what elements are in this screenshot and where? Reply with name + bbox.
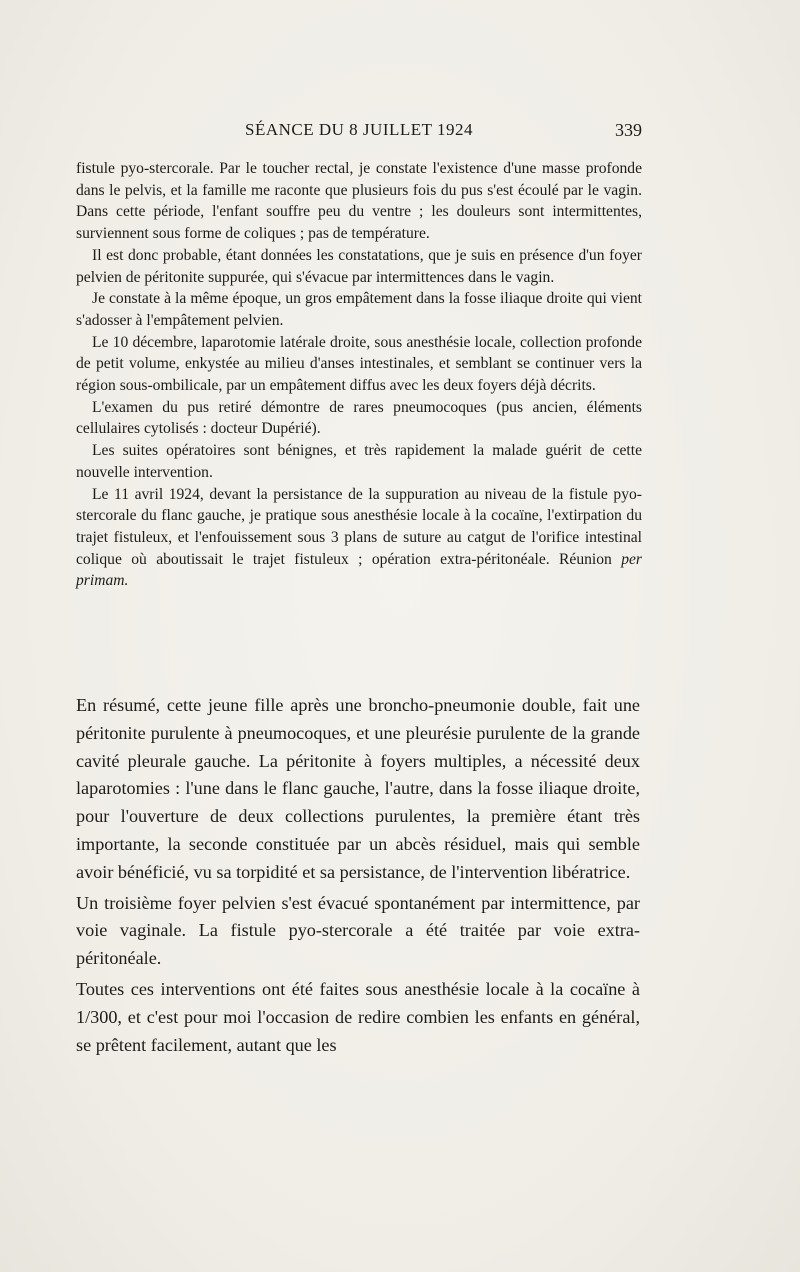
- italic-phrase: per primam.: [76, 550, 642, 590]
- running-head: [76, 120, 642, 144]
- paragraph: En résumé, cette jeune fille après une broncho-pneumonie double, fait une péritonite purulente à pneumocoques, et une pleurésie purulente de la grande cavité pleurale gauche. La péritonite à foyers multiples, a nécessité deux laparotomies : l'une dans le flanc gauche, l'autre, dans la fosse iliaque droite, pour l'ouverture de deux collections purulentes, la première étant très importante, la seconde constituée par un abcès résiduel, mais qui semble avoir bénéficié, vu sa torpidité et sa persistance, de l'intervention libératrice.: [76, 695, 640, 882]
- case-report-text: [76, 158, 642, 592]
- paragraph: Je constate à la même époque, un gros empâtement dans la fosse iliaque droite qui vient s'adosser à l'empâtement pelvien.: [76, 290, 642, 329]
- paragraph: L'examen du pus retiré démontre de rares pneumocoques (pus ancien, éléments cellulaires cytolisés : docteur Dupérié).: [76, 398, 642, 438]
- paragraph: Il est donc probable, étant données les constatations, que je suis en présence d'un foyer pelvien de péritonite suppurée, qui s'évacue par intermittences dans le vagin.: [76, 246, 642, 286]
- paragraph: Le 10 décembre, laparotomie latérale droite, sous anesthésie locale, collection profonde de petit volume, enkystée au milieu d'anses intestinales, et semblant se continuer vers la région sous-ombilicale, par un empâtement diffus avec les deux foyers déjà décrits.: [76, 333, 642, 395]
- page-number: 339: [615, 120, 642, 140]
- summary-text: [76, 692, 640, 1059]
- paragraph-with-italic: [76, 484, 642, 593]
- running-head-title: SÉANCE DU 8 JUILLET 1924: [245, 120, 473, 139]
- paragraph: fistule pyo-stercorale. Par le toucher rectal, je constate l'existence d'une masse profonde dans le pelvis, et la famille me raconte que plusieurs fois du pus s'est écoulé par le vagin. Dans cette période, l'enfant souffre peu du ventre ; les douleurs sont intermittentes, surviennent sous forme de coliques ; pas de température.: [76, 160, 642, 243]
- paragraph-text: Le 11 avril 1924, devant la persistance de la suppuration au niveau de la fistule pyo-stercorale du flanc gauche, je pratique sous anesthésie locale à la cocaïne, l'extirpation du trajet fistuleux, et l'enfouissement sous 3 plans de suture au catgut de l'orifice intestinal colique où aboutissait le trajet fistuleux ; opération extra-péritonéale. Réunion: [76, 485, 642, 568]
- paragraph: Un troisième foyer pelvien s'est évacué spontanément par intermittence, par voie vaginale. La fistule pyo-stercorale a été traitée par voie extra-péritonéale.: [76, 892, 640, 969]
- paragraph: Les suites opératoires sont bénignes, et très rapidement la malade guérit de cette nouvelle intervention.: [76, 442, 642, 481]
- paragraph: Toutes ces interventions ont été faites sous anesthésie locale à la cocaïne à 1/300, et c'est pour moi l'occasion de redire combien les enfants en général, se prêtent facilement, autant que les: [76, 978, 640, 1055]
